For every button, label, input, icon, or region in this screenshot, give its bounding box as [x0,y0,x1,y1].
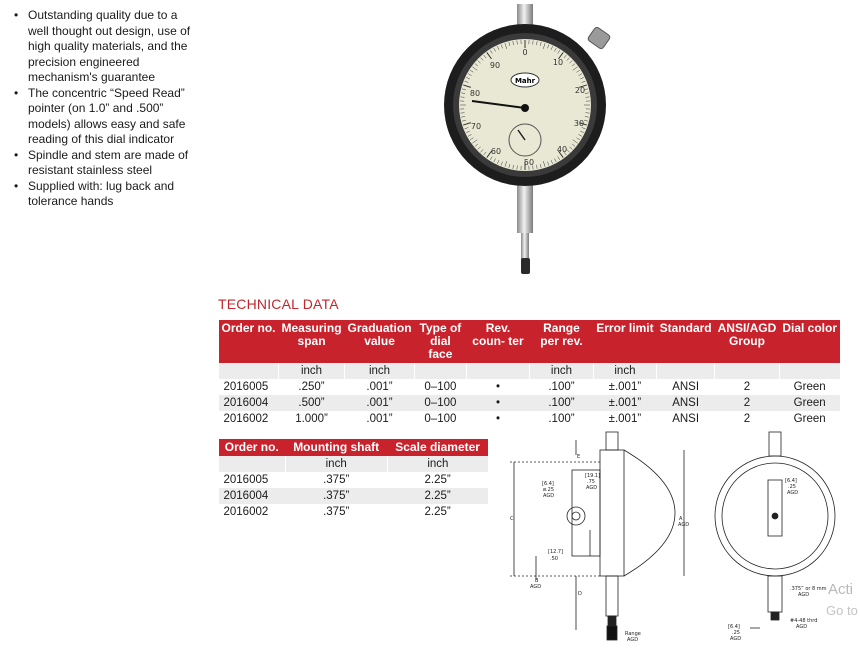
header-order-no: Order no. [219,320,279,363]
dim-label: [6.4] [542,481,554,487]
dim-label: E [577,454,581,460]
dim-label: Range [625,631,641,637]
dim-label: .375” or 8 mm [790,586,827,592]
dim-label: A [679,516,683,522]
activation-watermark: Acti [828,581,854,598]
dial-number: 20 [574,86,586,95]
table-row: 2016005 .375” 2.25” [223,474,451,486]
dial-number: 50 [523,158,535,167]
dim-label: AGD [543,493,555,499]
header-error-limit: Error limit [593,320,656,363]
header-mounting-shaft: Mounting shaft [285,439,387,456]
dial-number: 60 [490,147,502,156]
header-scale-diameter: Scale diameter [387,439,488,456]
dim-label: .25 [732,630,740,636]
table-row: 2016004 .375” 2.25” [219,488,489,504]
section-title: TECHNICAL DATA [218,296,339,312]
dim-label: AGD [678,522,690,528]
dial-number: 30 [573,119,585,128]
header-dial-color: Dial color [779,320,840,363]
activation-watermark-sub: Go to [826,603,858,618]
dim-label: D [578,591,582,597]
dim-label: [12.7] [548,549,564,555]
table-row: 2016005 .250” .001” 0–100 • .100” ±.001” ANSI 2 Green [223,381,826,393]
dim-label: AGD [796,624,808,630]
table-header-row [219,320,841,363]
dim-label: AGD [798,592,810,598]
feature-item: • The concentric “Speed Read” pointer (on 1.0” and .500” models) allows easy and safe reading of this dial indicator [14,85,186,146]
dim-label: AGD [530,584,542,590]
technical-data-table [218,320,840,427]
dial-number: 40 [556,145,568,154]
dial-number: 80 [469,89,481,98]
feature-item: • Spindle and stem are made of resistant stainless steel [14,147,189,177]
units-row: inch inch inch inch [219,363,841,379]
dimension-drawing [490,430,860,658]
header-order-no: Order no. [219,439,286,456]
dim-label: .75 [587,479,595,485]
units-row: inch inch [219,456,489,472]
dim-label: [19.1] [585,473,601,479]
dim-label: .25 [788,484,796,490]
dim-label: [6.4] [785,478,797,484]
dim-label: AGD [586,485,598,491]
table-row: 2016004 .500” .001” 0–100 • .100” ±.001” ANSI 2 Green [219,395,841,411]
feature-item: • Outstanding quality due to a well thought out design, use of high quality materials, and the precision engineered mechanism's guarantee [14,8,191,84]
dial-number: 90 [489,61,501,70]
dial-number: 10 [552,58,564,67]
dim-label: B [535,578,539,584]
dim-label: AGD [730,636,742,642]
dim-label: AGD [787,490,799,496]
mounting-data-table [218,439,488,520]
dim-label: [6.4] [728,624,740,630]
brand-logo: Mahr [514,77,536,85]
dim-label: #4-48 thrd [790,618,818,624]
dim-label: C [510,516,514,522]
feature-item: • Supplied with: lug back and tolerance hands [14,178,175,208]
dim-label: .50 [550,556,558,562]
header-dial-face: Type of dial face [415,320,467,363]
table-header-row [219,439,489,456]
dim-label: ø.25 [543,487,555,493]
table-row: 2016002 1.000” .001” 0–100 • .100” ±.001” ANSI 2 Green [223,413,826,425]
feature-list [14,8,199,210]
dial-number: 0 [522,48,528,57]
dial-indicator-photo [440,0,630,290]
dim-label: AGD [627,637,639,643]
header-range-per-rev: Range per rev. [530,320,594,363]
dial-number: 70 [470,122,482,131]
header-rev-counter: Rev. coun- ter [466,320,529,363]
table-row: 2016002 .375” 2.25” [223,506,451,518]
header-graduation-value: Graduation value [345,320,415,363]
header-measuring-span: Measuring span [279,320,345,363]
header-ansi-group: ANSI/AGD Group [715,320,780,363]
header-standard: Standard [657,320,715,363]
